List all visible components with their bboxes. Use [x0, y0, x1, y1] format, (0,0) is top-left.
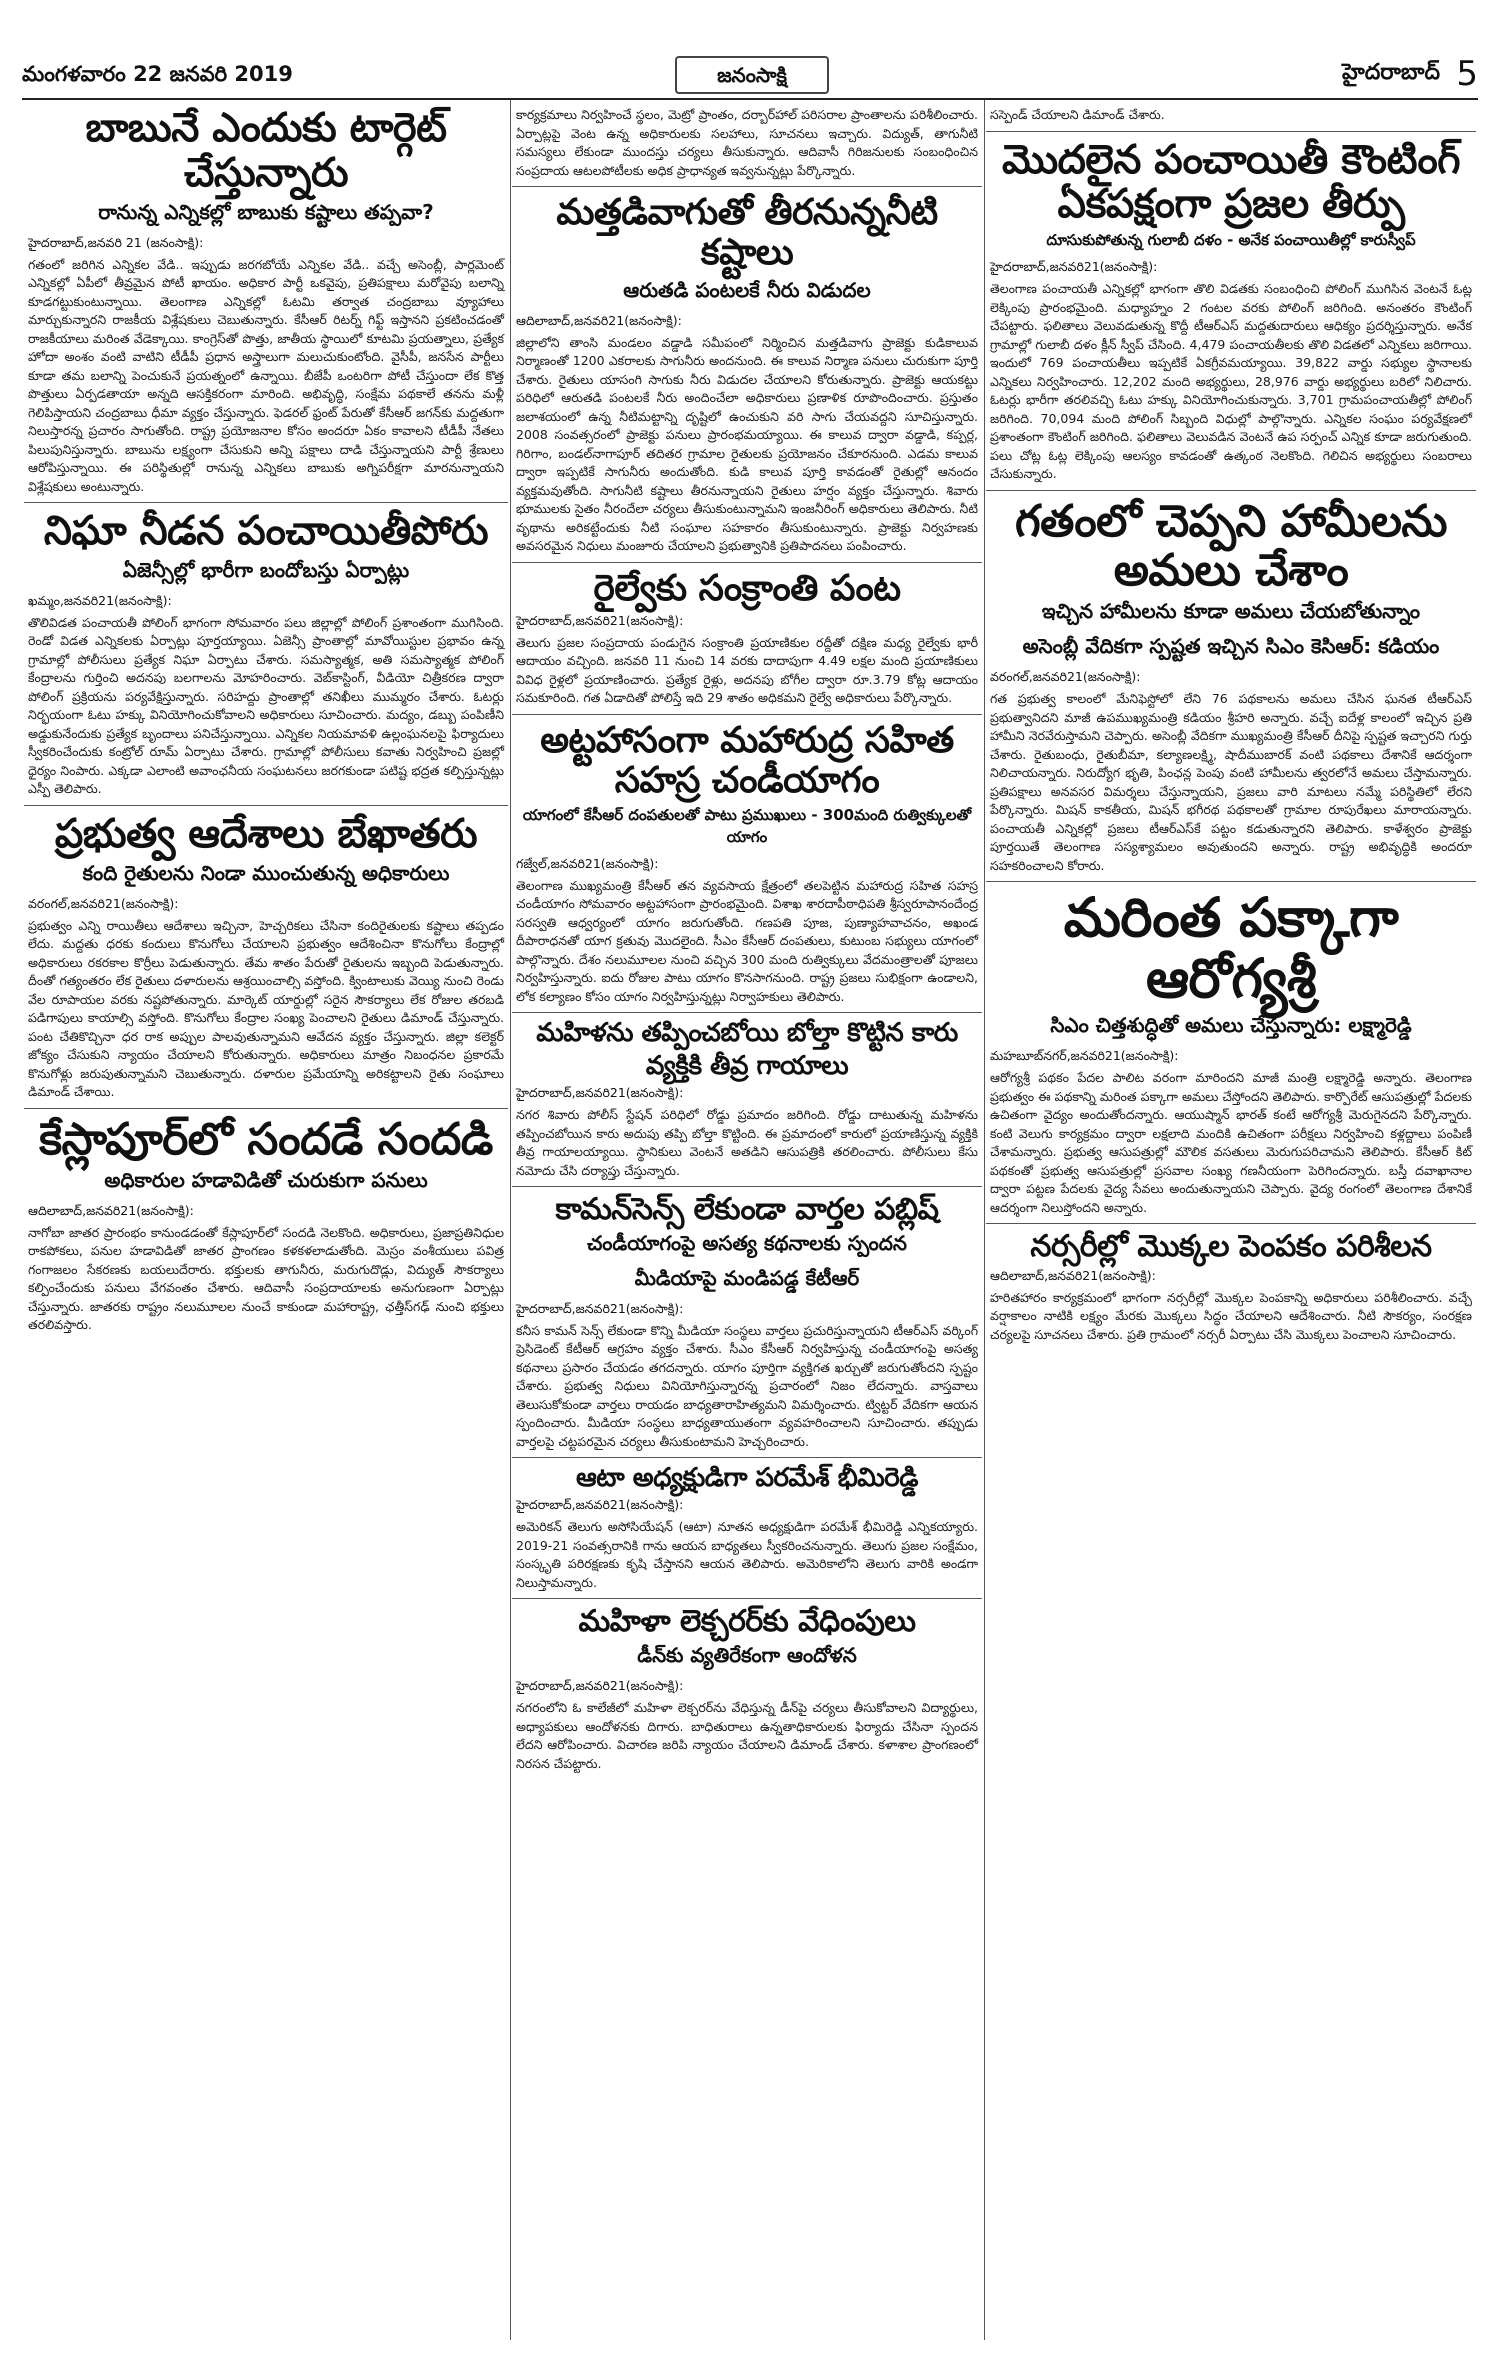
continued-text: సస్పెండ్ చేయాలని డిమాండ్ చేశారు.	[990, 107, 1165, 122]
divider	[986, 881, 1476, 882]
article-body: గత ప్రభుత్వ కాలంలో మేనిఫెస్టోలో లేని 76 పథకాలను అమలు చేసిన ఘనత టీఆర్ఎస్ ప్రభుత్వానిదని మాజీ ఉపముఖ్యమంత్రి కడియం శ్రీహరి అన్నారు. వచ్చే ఐదేళ్ల కాలంలో ఇచ్చిన ప్రతి హామీని నెరవేరుస్తామని చెప్పారు. అసెంబ్లీ వేదికగా ముఖ్యమంత్రి కేసీఆర్ దీనిపై స్పష్టత ఇచ్చారని గుర్తు చేశారు. రైతుబంధు, రైతుబీమా, కల్యాణలక్ష్మి, షాదీముబారక్ వంటి పథకాలు దేశానికే ఆదర్శంగా నిలిచాయన్నారు. నిరుద్యోగ భృతి, పింఛన్ల పెంపు వంటి హామీలను త్వరలోనే అమలు చేస్తామన్నారు. ప్రతిపక్షాలు అనవసర విమర్శలు చేస్తున్నాయని, ప్రజలు వారి మాటలు నమ్మే పరిస్థితిలో లేరని పేర్కొన్నారు. మిషన్ కాకతీయ, మిషన్ భగీరథ పథకాలతో గ్రామాల రూపురేఖలు మారాయన్నారు. పంచాయతీ ఎన్నికల్లో ప్రజలు టీఆర్ఎస్‌కే పట్టం కడుతున్నారని తెలిపారు. కాళేశ్వరం ప్రాజెక్టు పూర్తయితే తెలంగాణ సస్యశ్యామలం అవుతుందని అన్నారు. రాష్ట్ర అభివృద్ధికి అందరూ సహకరించాలని కోరారు.	[990, 691, 1472, 873]
article-body: ప్రభుత్వం ఎన్ని రాయితీలు ఆదేశాలు ఇచ్చినా, హెచ్చరికలు చేసినా కందిరైతులకు కష్టాలు తప్పడం లేదు. మద్దతు ధరకు కందులు కొనుగోలు చేయాలని ప్రభుత్వం ఆదేశించినా కొనుగోలు కేంద్రాల్లో అధికారులు రకరకాల కొర్రీలు పెడుతున్నారు. తేమ శాతం పేరుతో రైతులను ఇబ్బంది పెడుతున్నారు. దీంతో గత్యంతరం లేక రైతులు దళారులను ఆశ్రయించాల్సి వస్తోంది. క్వింటాలుకు వెయ్యి నుంచి రెండు వేల రూపాయల వరకు నష్టపోతున్నారు. మార్కెట్ యార్డుల్లో సరైన సౌకర్యాలు లేక రోజుల తరబడి పడిగాపులు కాయాల్సి వస్తోంది. కొనుగోలు కేంద్రాల సంఖ్య పెంచాలని రైతులు డిమాండ్ చేస్తున్నారు. పంట చేతికొచ్చినా ధర రాక అప్పుల పాలవుతున్నామని ఆవేదన వ్యక్తం చేస్తున్నారు. జిల్లా కలెక్టర్ జోక్యం చేసుకుని న్యాయం చేయాలని కోరుతున్నారు. అధికారులు మాత్రం నిబంధనల ప్రకారమే కొనుగోళ్లు జరుపుతున్నామని చెబుతున్నారు. దళారుల ప్రమేయాన్ని అరికట్టాలని రైతు సంఘాలు డిమాండ్ చేశాయి.	[28, 917, 504, 1100]
article-body: అమెరికన్ తెలుగు అసోసియేషన్ (ఆటా) నూతన అధ్యక్షుడిగా పరమేశ్ భీమిరెడ్డి ఎన్నికయ్యారు. 2019-21 సంవత్సరానికి గాను ఆయన బాధ్యతలు స్వీకరించనున్నారు. తెలుగు ప్రజల సంక్షేమం, సంస్కృతి పరిరక్షణకు కృషి చేస్తానని ఆయన తెలిపారు. అమెరికాలోని తెలుగు వారికి అండగా నిలుస్తామన్నారు.	[516, 1519, 978, 1590]
divider	[986, 490, 1476, 491]
headline: నిఘా నీడన పంచాయితీపోరు	[43, 508, 489, 555]
article-arogyasri	[984, 888, 1478, 1217]
column-middle	[510, 100, 984, 2340]
subheadline-2: మీడియాపై మండిపడ్డ కేటీఆర్	[634, 1265, 860, 1290]
headline: అట్టహాసంగా మహారుద్ర సహిత సహస్ర చండీయాగం	[540, 719, 954, 802]
article-body: గతంలో జరిగిన ఎన్నికల వేడి.. ఇప్పుడు జరగబోయే ఎన్నికల వేడి.. వచ్చే అసెంబ్లీ, పార్లమెంట్ ఎన్నికల్లో ఏపీలో తీవ్రమైన పోటీ ఖాయం. అధికార పార్టీ ఒకవైపు, ప్రతిపక్షాలు మరోవైపు బలాన్ని కూడగట్టుకుంటున్నాయి. తెలంగాణ ఎన్నికల్లో ఓటమి తర్వాత చంద్రబాబు వ్యూహాలు మార్చుకున్నారని రాజకీయ విశ్లేషకులు చెబుతున్నారు. కేసీఆర్ రిటర్న్ గిఫ్ట్ ఇస్తానని ప్రకటించడంతో రాజకీయాలు మరింత వేడెక్కాయి. కాంగ్రెస్‌తో పొత్తు, జాతీయ స్థాయిలో కూటమి ప్రయత్నాలు, ప్రత్యేక హోదా అంశం వంటి వాటిని టీడీపీ ప్రధాన అస్త్రాలుగా మలుచుకుంటోంది. వైసీపీ, జనసేన పార్టీలు కూడా తమ బలాన్ని పెంచుకునే ప్రయత్నంలో ఉన్నాయి. బీజేపీ ఒంటరిగా పోటీ చేస్తుందా లేక కొత్త పొత్తులు ఏర్పడతాయా అన్నది ఆసక్తికరంగా మారింది. అభివృద్ధి, సంక్షేమ పథకాలే తనను మళ్లీ గెలిపిస్తాయని చంద్రబాబు ధీమా వ్యక్తం చేస్తున్నారు. ఫెడరల్ ఫ్రంట్ పేరుతో కేసీఆర్ జగన్‌కు మద్దతుగా నిలుస్తారన్న ప్రచారం సాగుతోంది. రాష్ట్ర ప్రయోజనాల కోసం అందరూ ఏకం కావాలని టీడీపీ నేతలు పిలుపునిస్తున్నారు. బాబును లక్ష్యంగా చేసుకుని అన్ని పక్షాలు దాడి చేస్తున్నాయని పార్టీ శ్రేణులు ఆరోపిస్తున్నాయి. ఈ పరిస్థితుల్లో రానున్న ఎన్నికలు బాబుకు అగ్నిపరీక్షగా మారనున్నాయని విశ్లేషకులు అంటున్నారు.	[28, 256, 504, 494]
subheadline: ఇచ్చిన హామీలను కూడా అమలు చేయబోతున్నాం	[1041, 599, 1421, 624]
divider	[512, 1457, 982, 1458]
article-chandiyagam	[510, 721, 984, 1006]
dateline: ఆదిలాబాద్,జనవరి21(జనంసాక్షి):	[990, 1267, 1156, 1283]
headline: నర్సరీల్లో మొక్కల పెంపకం పరిశీలన	[1030, 1229, 1432, 1265]
article-nursery	[984, 1230, 1478, 1344]
dateline: హైదరాబాద్,జనవరి 21 (జనంసాక్షి):	[28, 234, 204, 250]
dateline: హైదరాబాద్,జనవరి21(జనంసాక్షి):	[516, 1300, 684, 1316]
article-body: తొలివిడత పంచాయతీ పోలింగ్ భాగంగా సోమవారం పలు జిల్లాల్లో పోలింగ్ ప్రశాంతంగా ముగిసింది. రెండో విడత ఎన్నికలకు ఏర్పాట్లు పూర్తయ్యాయి. ఏజెన్సీ ప్రాంతాల్లో మావోయిస్టుల ప్రభావం ఉన్న గ్రామాల్లో పోలీసులు ప్రత్యేక నిఘా ఏర్పాటు చేశారు. సమస్యాత్మక, అతి సమస్యాత్మక పోలింగ్ కేంద్రాలను గుర్తించి అదనపు బలగాలను మోహరించారు. వెబ్‌కాస్టింగ్, వీడియో చిత్రీకరణ ద్వారా పోలింగ్ ప్రక్రియను పర్యవేక్షిస్తున్నారు. సరిహద్దు ప్రాంతాల్లో తనిఖీలు ముమ్మరం చేశారు. ఓటర్లు నిర్భయంగా ఓటు హక్కు వినియోగించుకోవాలని అధికారులు సూచించారు. మద్యం, డబ్బు పంపిణీని అడ్డుకునేందుకు ప్రత్యేక బృందాలు పనిచేస్తున్నాయి. ఎన్నికల నియమావళి ఉల్లంఘనలపై ఫిర్యాదులు స్వీకరించేందుకు కంట్రోల్ రూమ్ ఏర్పాటు చేశారు. గ్రామాల్లో పోలీసులు కవాతు నిర్వహించి ప్రజల్లో ధైర్యం నింపారు. ఎక్కడా ఎలాంటి అవాంఛనీయ సంఘటనలు జరగకుండా పటిష్ట భద్రత కల్పిస్తున్నట్లు ఎస్పీ తెలిపారు.	[28, 614, 504, 797]
article-lecturer	[510, 1605, 984, 1773]
headline: రైల్వేకు సంక్రాంతి పంట	[593, 567, 901, 609]
subheadline: ఆరుతడి పంటలకే నీరు విడుదల	[623, 277, 871, 302]
article-body: కనీస కామన్ సెన్స్ లేకుండా కొన్ని మీడియా సంస్థలు వార్తలు ప్రచురిస్తున్నాయని టీఆర్ఎస్ వర్కింగ్ ప్రెసిడెంట్ కేటీఆర్ ఆగ్రహం వ్యక్తం చేశారు. సీఎం కేసీఆర్ నిర్వహిస్తున్న చండీయాగంపై అసత్య కథనాలు ప్రసారం చేయడం తగదన్నారు. యాగం పూర్తిగా వ్యక్తిగత ఖర్చుతో జరుగుతోందని స్పష్టం చేశారు. ప్రభుత్వ నిధులు వినియోగిస్తున్నారన్న ప్రచారంలో నిజం లేదన్నారు. వాస్తవాలు తెలుసుకోకుండా వార్తలు రాయడం బాధ్యతారాహిత్యమని విమర్శించారు. ట్విట్టర్ వేదికగా ఆయన స్పందించారు. మీడియా సంస్థలు బాధ్యతాయుతంగా వ్యవహరించాలని సూచించారు. తప్పుడు వార్తలపై చట్టపరమైన చర్యలు తీసుకుంటామని హెచ్చరించారు.	[516, 1322, 978, 1449]
subheadline: సిఎం చిత్తశుద్ధితో అమలు చేస్తున్నారు: లక్ష్మారెడ్డి	[1050, 1013, 1412, 1038]
headline: మొదలైన పంచాయితీ కౌంటింగ్ ఏకపక్షంగా ప్రజల తీర్పు	[1001, 136, 1461, 228]
article-railway	[510, 569, 984, 708]
headline: మహిళా లెక్చరర్‌కు వేధింపులు	[578, 1604, 916, 1640]
subheadline: డీన్‌కు వ్యతిరేకంగా ఆందోళన	[637, 1643, 857, 1668]
article-counting	[984, 138, 1478, 484]
divider	[512, 1598, 982, 1599]
divider	[512, 186, 982, 187]
divider	[512, 714, 982, 715]
article-body: నగరంలోని ఓ కాలేజీలో మహిళా లెక్చరర్‌ను వేధిస్తున్న డీన్‌పై చర్యలు తీసుకోవాలని విద్యార్థులు, అధ్యాపకులు ఆందోళనకు దిగారు. బాధితురాలు ఉన్నతాధికారులకు ఫిర్యాదు చేసినా స్పందన లేదని ఆరోపించారు. విచారణ జరిపి న్యాయం చేయాలని డిమాండ్ చేశారు. కళాశాల ప్రాంగణంలో నిరసన చేపట్టారు.	[516, 1700, 978, 1771]
article-body: తెలంగాణ ముఖ్యమంత్రి కేసీఆర్ తన వ్యవసాయ క్షేత్రంలో తలపెట్టిన మహారుద్ర సహిత సహస్ర చండీయాగం సోమవారం అట్టహాసంగా ప్రారంభమైంది. విశాఖ శారదాపీఠాధిపతి శ్రీస్వరూపానందేంద్ర సరస్వతి ఆధ్వర్యంలో యాగం జరుగుతోంది. గణపతి పూజ, పుణ్యాహవాచనం, అఖండ దీపారాధనతో యాగ క్రతువు మొదలైంది. సీఎం కేసీఆర్ దంపతులు, కుటుంబ సభ్యులు యాగంలో పాల్గొన్నారు. దేశం నలుమూలల నుంచి వచ్చిన 300 మంది రుత్విక్కులు వేదమంత్రాలతో పూజలు నిర్వహిస్తున్నారు. ఐదు రోజుల పాటు యాగం కొనసాగనుంది. రాష్ట్ర ప్రజలు సుభిక్షంగా ఉండాలని, లోక కల్యాణం కోసం యాగం నిర్వహిస్తున్నట్లు నిర్వాహకులు తెలిపారు.	[516, 877, 978, 1004]
newspaper-logo: జనంసాక్షి	[675, 56, 829, 94]
article-ata	[510, 1464, 984, 1592]
dateline: హైదరాబాద్,జనవరి21(జనంసాక్షి):	[516, 1678, 684, 1694]
article-ktr-media	[510, 1193, 984, 1451]
dateline: హైదరాబాద్,జనవరి21(జనంసాక్షి):	[990, 259, 1158, 275]
headline: కామన్‌సెన్స్ లేకుండా వార్తల పబ్లిష్	[555, 1192, 939, 1228]
dateline: వరంగల్,జనవరి21(జనంసాక్షి):	[990, 669, 1141, 685]
subheadline: వ్యక్తికి తీవ్ర గాయాలు	[645, 1051, 849, 1082]
headline: మరింత పక్కాగా ఆరోగ్యశ్రీ	[1063, 886, 1399, 1010]
divider	[512, 1012, 982, 1013]
dateline: ఖమ్మం,జనవరి21(జనంసాక్షి):	[28, 592, 172, 608]
article-body: హరితహారం కార్యక్రమంలో భాగంగా నర్సరీల్లో మొక్కల పెంపకాన్ని అధికారులు పరిశీలించారు. వచ్చే వర్షాకాలం నాటికి లక్ష్యం మేరకు మొక్కలు సిద్ధం చేయాలని ఆదేశించారు. నీటి సౌకర్యం, సంరక్షణ చర్యలపై సూచనలు చేశారు. ప్రతి గ్రామంలో నర్సరీ ఏర్పాటు చేసి మొక్కలు పెంచాలని సూచించారు.	[990, 1289, 1472, 1342]
divider	[24, 805, 508, 806]
divider	[24, 1108, 508, 1109]
masthead	[0, 0, 1500, 100]
headline: మహిళను తప్పించబోయి బోల్తా కొట్టిన కారు	[536, 1018, 958, 1049]
headline: ప్రభుత్వ ఆదేశాలు బేఖాతరు	[54, 810, 478, 857]
divider	[986, 131, 1476, 132]
edition-city: హైదరాబాద్	[1342, 60, 1440, 85]
article-babu	[22, 106, 510, 496]
divider	[986, 1223, 1476, 1224]
subheadline: రానున్న ఎన్నికల్లో బాబుకు కష్టాలు తప్పవా?	[98, 199, 434, 224]
dateline: వరంగల్,జనవరి21(జనంసాక్షి):	[28, 895, 179, 911]
article-body: తెలుగు ప్రజల సంప్రదాయ పండుగైన సంక్రాంతి ప్రయాణికుల రద్దీతో దక్షిణ మధ్య రైల్వేకు భారీ ఆదాయం వచ్చింది. జనవరి 11 నుంచి 14 వరకు దాదాపుగా 4.49 లక్షల మంది ప్రయాణికులు వివిధ రైళ్లలో ప్రయాణించారు. ప్రత్యేక రైళ్లు, అదనపు బోగీల ద్వారా రూ.3.79 కోట్ల ఆదాయం సమకూరింది. గత ఏడాదితో పోలిస్తే ఇది 29 శాతం అధికమని రైల్వే అధికారులు పేర్కొన్నారు.	[516, 634, 978, 706]
subheadline: దూసుకుపోతున్న గులాబీ దళం - అనేక పంచాయితీల్లో కారుస్వీప్	[1046, 231, 1416, 250]
divider	[512, 1186, 982, 1187]
subheadline: ఏజెన్సీల్లో భారీగా బందోబస్తు ఏర్పాట్లు	[122, 557, 410, 582]
headline: మత్తడివాగుతో తీరనున్ననీటి కష్టాలు	[556, 192, 938, 274]
column-right	[984, 100, 1478, 2340]
article-body: నగర శివారు పోలీస్ స్టేషన్ పరిధిలో రోడ్డు ప్రమాదం జరిగింది. రోడ్డు దాటుతున్న మహిళను తప్పించబోయిన కారు అదుపు తప్పి బోల్తా కొట్టింది. ఈ ప్రమాదంలో కారులో ప్రయాణిస్తున్న వ్యక్తికి తీవ్ర గాయాలయ్యాయి. స్థానికులు వెంటనే అతడిని ఆసుపత్రికి తరలించారు. పోలీసులు కేసు నమోదు చేసి దర్యాప్తు చేస్తున్నారు.	[516, 1107, 978, 1178]
article-body: నాగోబా జాతర ప్రారంభం కానుండడంతో కేస్లాపూర్‌లో సందడి నెలకొంది. అధికారులు, ప్రజాప్రతినిధుల రాకపోకలు, పనుల హడావిడితో జాతర ప్రాంగణం కళకళలాడుతోంది. మెస్రం వంశీయులు పవిత్ర గంగాజలం సేకరణకు బయలుదేరారు. భక్తులకు తాగునీరు, మరుగుదొడ్లు, విద్యుత్ సౌకర్యాలు కల్పించేందుకు పనులు వేగవంతం చేశారు. ఆదివాసీ సంప్రదాయాలకు అనుగుణంగా ఏర్పాట్లు చేస్తున్నారు. జాతరకు రాష్ట్రం నలుమూలల నుంచే కాకుండా మహారాష్ట్ర, ఛత్తీస్‌గఢ్ నుంచి భక్తులు తరలివస్తారు.	[28, 1224, 504, 1333]
article-body: తెలంగాణ పంచాయతీ ఎన్నికల్లో భాగంగా తొలి విడతకు సంబంధించి పోలింగ్ ముగిసిన వెంటనే ఓట్ల లెక్కింపు ప్రారంభమైంది. మధ్యాహ్నం 2 గంటల వరకు పోలింగ్ జరిగింది. అనంతరం కౌంటింగ్ చేపట్టారు. ఫలితాలు వెలువడుతున్న కొద్దీ టీఆర్ఎస్ మద్దతుదారులు ఆధిక్యం ప్రదర్శిస్తున్నారు. అనేక గ్రామాల్లో గులాబీ దళం క్లీన్ స్వీప్ చేసింది. 4,479 పంచాయతీలకు తొలి విడతలో ఎన్నికలు జరిగాయి. ఇందులో 769 పంచాయతీలు ఇప్పటికే ఏకగ్రీవమయ్యాయి. 39,822 వార్డు సభ్యుల స్థానాలకు ఎన్నికలు నిర్వహించారు. 12,202 మంది అభ్యర్థులు, 28,976 వార్డు అభ్యర్థులు బరిలో నిలిచారు. ఓటర్లు భారీగా తరలివచ్చి ఓటు హక్కు వినియోగించుకున్నారు. 3,701 గ్రామపంచాయతీల్లో పోలింగ్ జరిగింది. 70,094 మంది పోలింగ్ సిబ్బంది విధుల్లో పాల్గొన్నారు. ఎన్నికల సంఘం పర్యవేక్షణలో ప్రశాంతంగా కౌంటింగ్ జరిగింది. ఫలితాలు వెలువడిన వెంటనే ఉప సర్పంచ్ ఎన్నిక కూడా జరుగుతుంది. పలు చోట్ల ఓట్ల లెక్కింపు ఆలస్యం కావడంతో ఉత్కంఠ నెలకొంది. గెలిచిన అభ్యర్థులు సంబరాలు చేసుకున్నారు.	[990, 281, 1472, 482]
dateline: హైదరాబాద్,జనవరి21(జనంసాక్షి):	[516, 1085, 684, 1101]
article-car-accident	[510, 1019, 984, 1180]
subheadline: యాగంలో కేసీఆర్ దంపతులతో పాటు ప్రముఖులు - 300మంది రుత్విక్కులతో యాగం	[522, 805, 972, 846]
continued-text: కార్యక్రమాలు నిర్వహించే స్థలం, మెట్రో ప్రాంతం, దర్బార్‌హాల్ పరిసరాల ప్రాంతాలను పరిశీలించారు. ఏర్పాట్లపై వెంట ఉన్న అధికారులకు సలహాలు, సూచనలు ఇచ్చారు. విద్యుత్, తాగునీటి సమస్యలు లేకుండా ముందస్తు చర్యలు తీసుకున్నారు. ఆదివాసీ గిరిజనులకు సంబంధించిన సంప్రదాయ ఆటలపోటీలకు అధిక ప్రాధాన్యత ఇవ్వనున్నట్లు పేర్కొన్నారు.	[516, 107, 978, 178]
headline: కేస్లాపూర్‌లో సందడే సందడి	[39, 1113, 493, 1165]
column-left	[22, 100, 510, 2340]
article-mattadivagu	[510, 193, 984, 556]
dateline: హైదరాబాద్,జనవరి21(జనంసాక్షి):	[516, 1497, 684, 1513]
issue-date: మంగళవారం 22 జనవరి 2019	[22, 62, 293, 86]
dateline: ఆదిలాబాద్,జనవరి21(జనంసాక్షి):	[516, 312, 682, 328]
divider	[24, 502, 508, 503]
headline: బాబునే ఎందుకు టార్గెట్ చేస్తున్నారు	[85, 105, 447, 196]
article-panchayat-security	[22, 509, 510, 799]
article-kadiyam	[984, 497, 1478, 876]
dateline: ఆదిలాబాద్,జనవరి21(జనంసాక్షి):	[28, 1202, 194, 1218]
subheadline: చండీయాగంపై అసత్య కథనాలకు స్పందన	[587, 1230, 907, 1255]
dateline: హైదరాబాద్,జనవరి21(జనంసాక్షి):	[516, 612, 684, 628]
dateline: గజ్వేల్,జనవరి21(జనంసాక్షి):	[516, 855, 659, 871]
divider	[512, 562, 982, 563]
article-govt-orders	[22, 812, 510, 1102]
subheadline: అధికారుల హడావిడితో చురుకుగా పనులు	[104, 1167, 428, 1192]
headline: ఆటా అధ్యక్షుడిగా పరమేశ్ భీమిరెడ్డి	[576, 1463, 918, 1494]
article-body: ఆరోగ్యశ్రీ పథకం పేదల పాలిట వరంగా మారిందని మాజీ మంత్రి లక్ష్మారెడ్డి అన్నారు. తెలంగాణ ప్రభుత్వం ఈ పథకాన్ని మరింత పక్కాగా అమలు చేస్తోందని తెలిపారు. కార్పొరేట్ ఆసుపత్రుల్లో పేదలకు ఉచితంగా వైద్యం అందుతోందన్నారు. ఆయుష్మాన్ భారత్ కంటే ఆరోగ్యశ్రీ మెరుగైనదని పేర్కొన్నారు. కంటి వెలుగు కార్యక్రమం ద్వారా లక్షలాది మందికి ఉచితంగా పరీక్షలు నిర్వహించి కళ్లద్దాలు పంపిణీ చేశామన్నారు. ప్రభుత్వ ఆసుపత్రుల్లో మౌలిక వసతులు మెరుగుపరిచామని తెలిపారు. కేసీఆర్ కిట్ పథకంతో ప్రభుత్వ ఆసుపత్రుల్లో ప్రసవాల సంఖ్య గణనీయంగా పెరిగిందన్నారు. బస్తీ దవాఖానాల ద్వారా పట్టణ పేదలకు వైద్య సేవలు అందుతున్నాయని చెప్పారు. వైద్య రంగంలో తెలంగాణ దేశానికే ఆదర్శంగా నిలుస్తోందని అన్నారు.	[990, 1070, 1472, 1215]
article-body: జిల్లాలోని తాంసి మండలం వడ్డాడి సమీపంలో నిర్మించిన మత్తడివాగు ప్రాజెక్టు కుడికాలువ నిర్మాణంతో 1200 ఎకరాలకు సాగునీరు అందనుంది. ఈ కాలువ నిర్మాణ పనులు చురుకుగా పూర్తి చేశారు. రైతులు యాసంగి సాగుకు నీరు విడుదల చేయాలని కోరుతున్నారు. ప్రాజెక్టు ఆయకట్టు పరిధిలో ఆరుతడి పంటలకే నీరు అందించేలా అధికారులు ప్రణాళిక రూపొందించారు. ప్రస్తుతం జలాశయంలో ఉన్న నీటిమట్టాన్ని దృష్టిలో ఉంచుకుని వరి సాగు చేయవద్దని సూచిస్తున్నారు. 2008 సంవత్సరంలో ప్రాజెక్టు పనులు ప్రారంభమయ్యాయి. ఈ కాలువ ద్వారా వడ్డాడి, కప్పర్ల, గిరిగాం, బండల్‌నాగాపూర్ తదితర గ్రామాల రైతులకు ప్రయోజనం చేకూరనుంది. ఎడమ కాలువ ద్వారా ఇప్పటికే సాగునీరు అందుతోంది. కుడి కాలువ పూర్తి కావడంతో రైతుల్లో ఆనందం వ్యక్తమవుతోంది. సాగునీటి కష్టాలు తీరనున్నాయని రైతులు హర్షం వ్యక్తం చేస్తున్నారు. శివారు భూములకు సైతం నీరందేలా చర్యలు తీసుకుంటున్నామని ఇంజనీరింగ్ అధికారులు తెలిపారు. నీటి వృథాను అరికట్టేందుకు నీటి సంఘాల సహకారం తీసుకుంటున్నారు. ప్రాజెక్టు నిర్వహణకు అవసరమైన నిధులు మంజూరు చేయాలని ప్రభుత్వానికి ప్రతిపాదనలు పంపించారు.	[516, 334, 978, 554]
page-number: 5	[1456, 54, 1478, 94]
article-keslapur	[22, 1115, 510, 1335]
subheadline-2: అసెంబ్లీ వేదికగా స్పష్టత ఇచ్చిన సిఎం కెసిఆర్: కడియం	[1022, 634, 1440, 659]
headline: గతంలో చెప్పని హామీలను అమలు చేశాం	[1014, 495, 1448, 596]
dateline: మహబూబ్‌నగర్,జనవరి21(జనంసాక్షి):	[990, 1048, 1179, 1064]
subheadline: కంది రైతులను నిండా ముంచుతున్న అధికారులు	[82, 860, 450, 885]
